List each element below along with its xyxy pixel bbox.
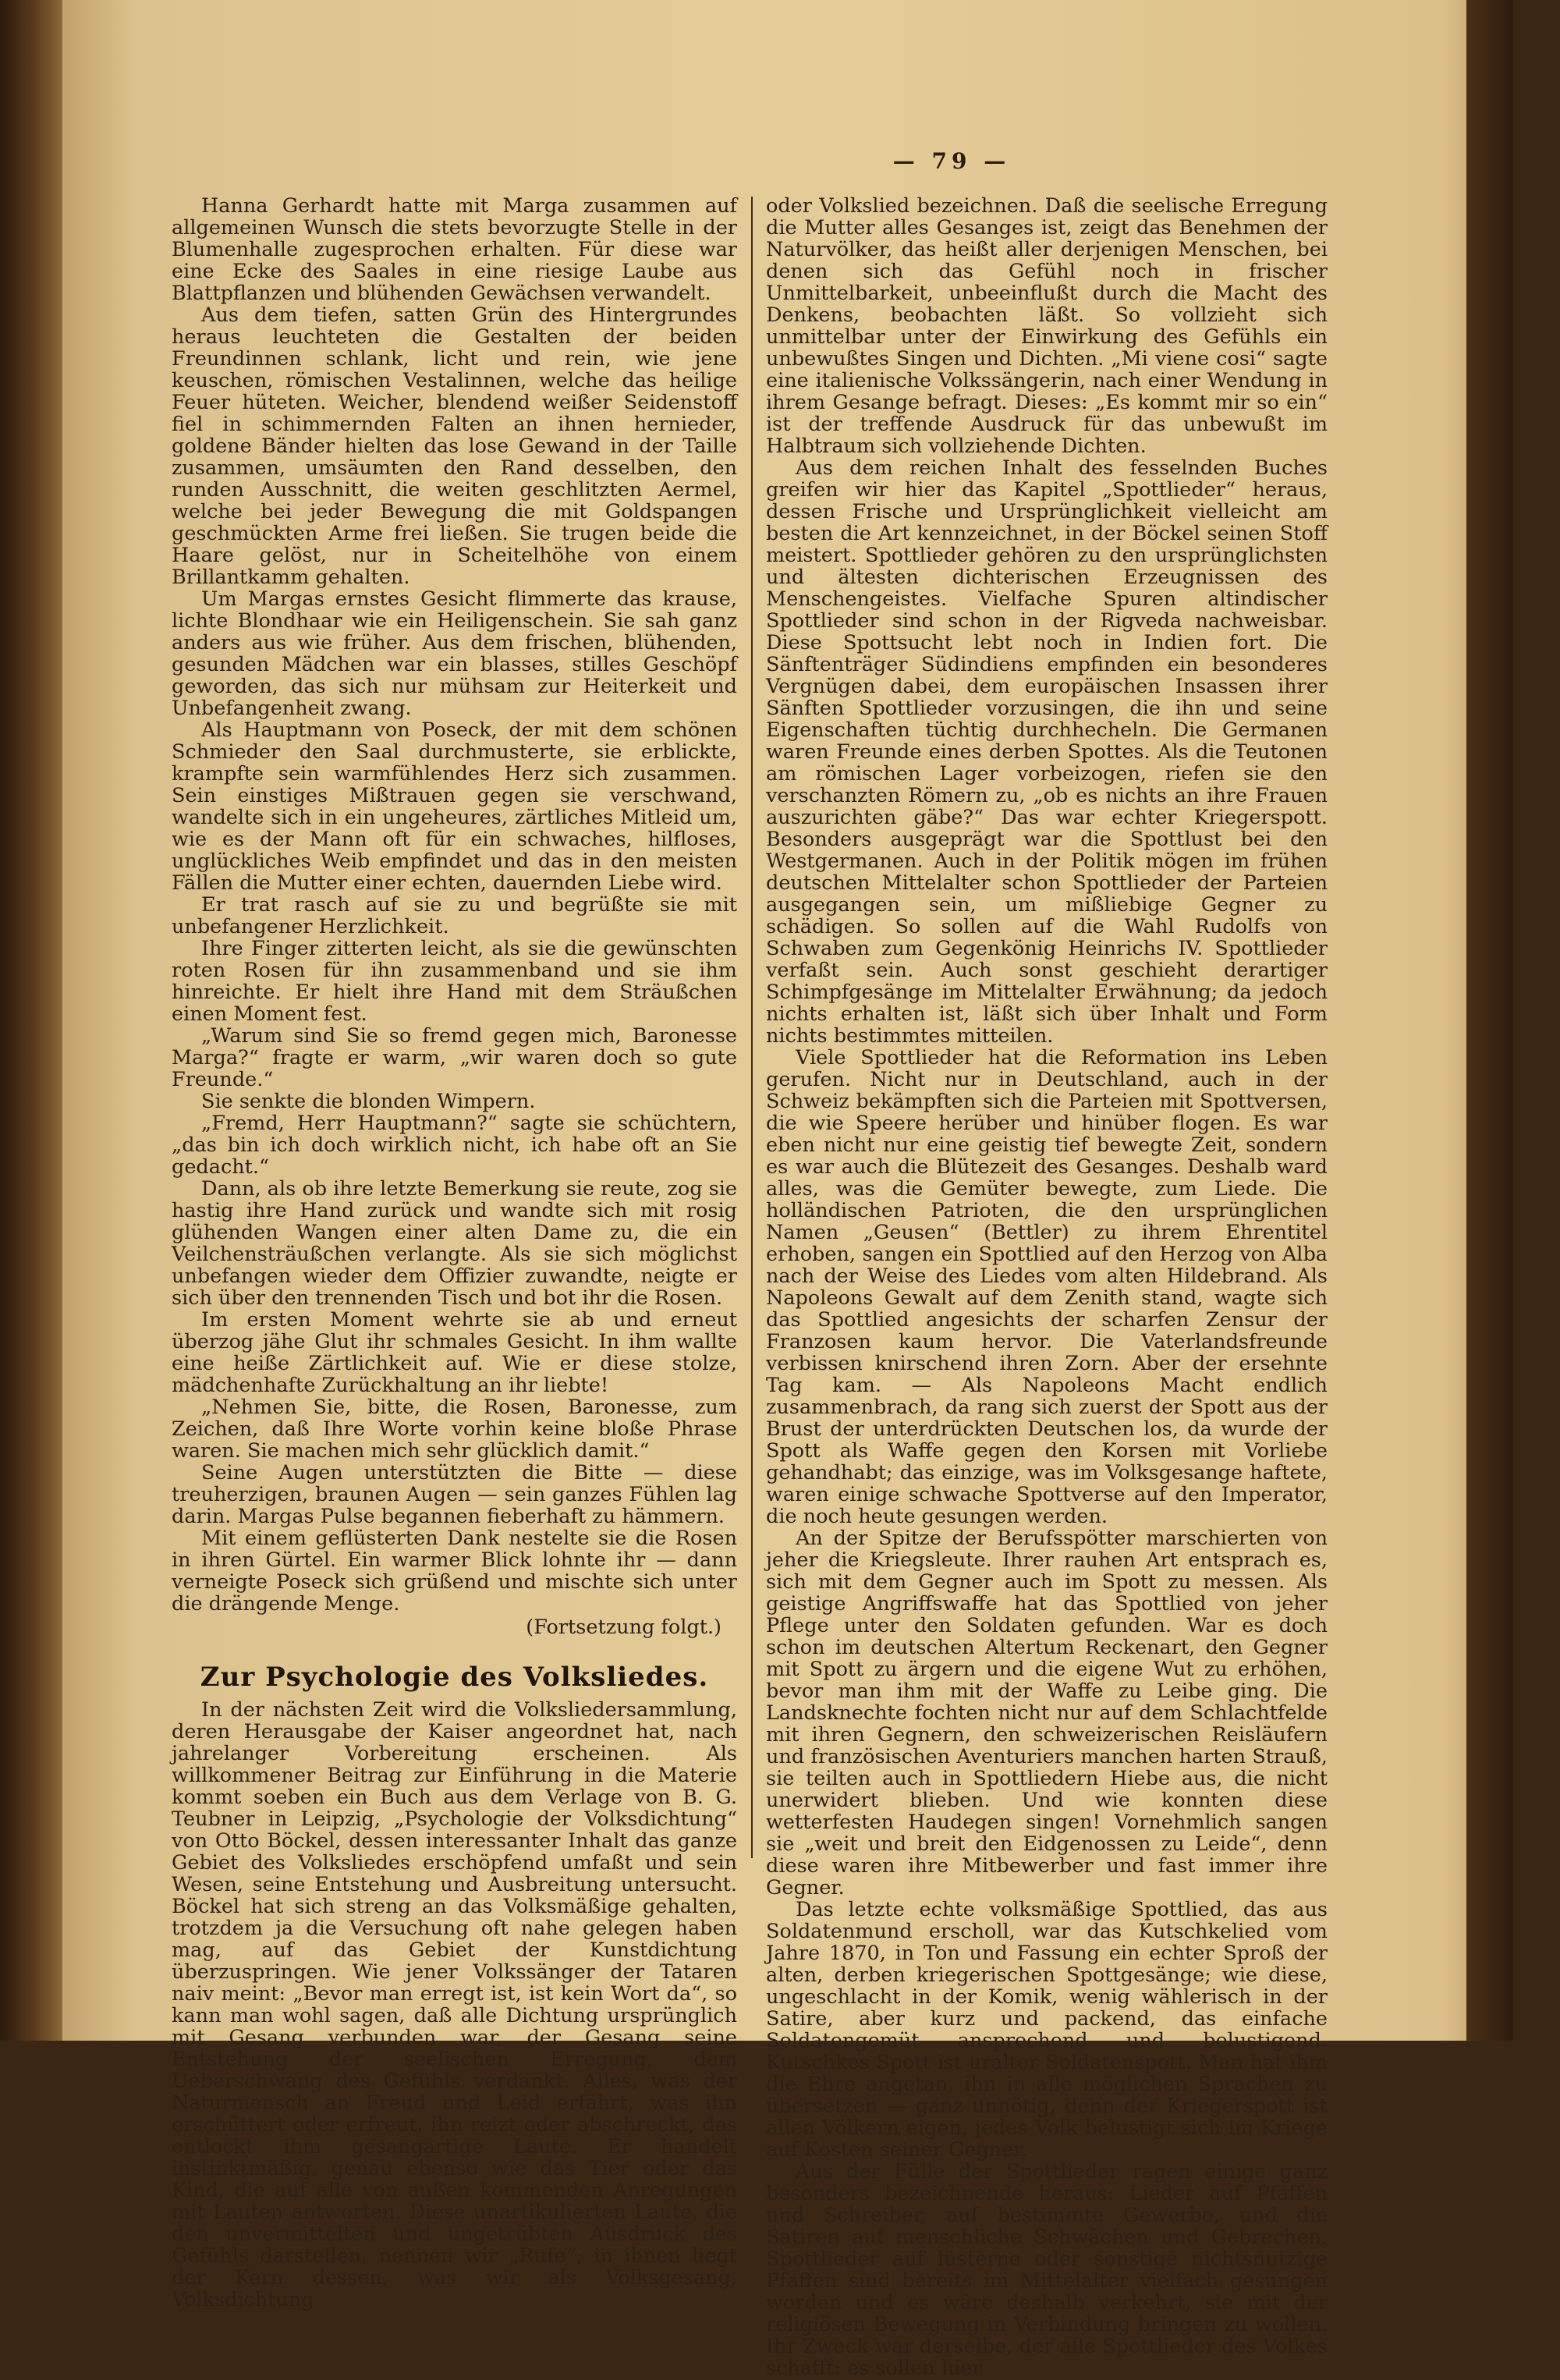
column-rule xyxy=(751,197,753,1858)
paragraph: Hanna Gerhardt hatte mit Marga zusammen auf allgemeinen Wunsch die stets bevorzugte Stelle in der Blumenhalle zugesprochen erhalten. Für diese war eine Ecke des Saales in eine riesige Laube aus Blattpflanzen und blühenden Gewächsen verwandelt. xyxy=(172,194,737,305)
paragraph: Im ersten Moment wehrte sie ab und erneut überzog jähe Glut ihr schmales Gesicht. In ihm wallte eine heiße Zärtlichkeit auf. Wie er diese stolze, mädchenhafte Zurückhaltung an ihr liebte! xyxy=(172,1308,737,1397)
paragraph: Dann, als ob ihre letzte Bemerkung sie reute, zog sie hastig ihre Hand zurück und wandte sich mit rosig glühenden Wangen einer alten Dame zu, die ein Veilchensträußchen verlangte. Als sie sich möglichst unbefangen wieder dem Offizier zuwandte, neigte er sich über den trennenden Tisch und bot ihr die Rosen. xyxy=(172,1177,737,1310)
paragraph: Mit einem geflüsterten Dank nestelte sie die Rosen in ihren Gürtel. Ein warmer Blick lohnte ihr — dann verneigte Poseck sich grüßend und mischte sich unter die drängende Menge. xyxy=(172,1527,737,1616)
article-heading: Zur Psychologie des Volksliedes. xyxy=(200,1662,709,1693)
page-number: — 79 — xyxy=(892,148,1011,174)
paragraph: Ihre Finger zitterten leicht, als sie die gewünschten roten Rosen für ihn zusammenband und sie ihm hinreichte. Er hielt ihre Hand mit dem Sträußchen einen Moment fest. xyxy=(172,937,737,1026)
paragraph: Seine Augen unterstützten die Bitte — diese treuherzigen, braunen Augen — sein ganzes Fühlen lag darin. Margas Pulse begannen fieberhaft zu hämmern. xyxy=(172,1461,737,1528)
paragraph: Aus dem tiefen, satten Grün des Hintergrundes heraus leuchteten die Gestalten der beiden Freundinnen schlank, licht und rein, wie jene keuschen, römischen Vestalinnen, welche das heilige Feuer hüteten. Weicher, blendend weißer Seidenstoff fiel in schimmernden Falten an ihnen hernieder, goldene Bänder hielten das lose Gewand in der Taille zusammen, umsäumten den Rand desselben, den runden Ausschnitt, die weiten geschlitzten Aermel, welche bei jeder Bewegung die mit Goldspangen geschmückten Arme frei ließen. Sie trugen beide die Haare gelöst, nur in Scheitelhöhe von einem Brillantkamm gehalten. xyxy=(172,303,737,589)
left-column xyxy=(172,195,737,2311)
continuation-note: (Fortsetzung folgt.) xyxy=(526,1616,722,1639)
paragraph: Sie senkte die blonden Wimpern. xyxy=(201,1090,536,1113)
paragraph: Er trat rasch auf sie zu und begrüßte sie mit unbefangener Herzlichkeit. xyxy=(172,893,737,938)
paragraph: „Fremd, Herr Hauptmann?“ sagte sie schüchtern, „das bin ich doch wirklich nicht, ich habe oft an Sie gedacht.“ xyxy=(172,1112,737,1179)
paragraph: An der Spitze der Berufsspötter marschierten von jeher die Kriegsleute. Ihrer rauhen Art entsprach es, sich mit dem Gegner auch im Spott zu messen. Als geistige Angriffswaffe hat das Spottlied von jeher Pflege unter den Soldaten gefunden. War es doch schon im deutschen Altertum Reckenart, den Gegner mit Spott zu ärgern und die eigene Wut zu erhöhen, bevor man ihm mit der Waffe zu Leibe ging. Die Landsknechte fochten nicht nur auf dem Schlachtfelde mit ihren Gegnern, den schweizerischen Reisläufern und französischen Aventuriers manchen harten Strauß, sie teilten auch in Spottliedern Hiebe aus, die nicht unerwidert blieben. Und wie konnten diese wetterfesten Haudegen singen! Vornehmlich sangen sie „weit und breit den Eidgenossen zu Leide“, denn diese waren ihre Mitbewerber und fast immer ihre Gegner. xyxy=(766,1527,1328,1899)
paragraph: Das letzte echte volksmäßige Spottlied, das aus Soldatenmund erscholl, war das Kutschkelied vom Jahre 1870, in Ton und Fassung ein echter Sproß der alten, derben kriegerischen Spottgesänge; wie diese, ungeschlacht in der Komik, wenig wählerisch in der Satire, aber kurz und packend, das einfache Soldatengemüt ansprechend und belustigend. Kutschkes Spott ist uralter Soldatenspott. Man hat ihm die Ehre angetan, ihn in alle möglichen Sprachen zu übersetzen — ganz unnötig, denn der Kriegerspott ist allen Völkern eigen, jedes Volk belustigt sich im Kriege auf Kosten seiner Gegner. xyxy=(766,1898,1328,2162)
paragraph: Aus dem reichen Inhalt des fesselnden Buches greifen wir hier das Kapitel „Spottlieder“ heraus, dessen Frische und Ursprünglichkeit vielleicht am besten die Art kennzeichnet, in der Böckel seinen Stoff meistert. Spottlieder gehören zu den ursprünglichsten und ältesten dichterischen Erzeugnissen des Menschengeistes. Vielfache Spuren altindischer Spottlieder sind schon in der Rigveda nachweisbar. Diese Spottsucht lebt noch in Indien fort. Die Sänftenträger Südindiens empfinden ein besonderes Vergnügen dabei, dem europäischen Insassen ihrer Sänften Spottlieder vorzusingen, die ihn und seine Eigenschaften tüchtig durchhecheln. Die Germanen waren Freunde eines derben Spottes. Als die Teutonen am römischen Lager vorbeizogen, riefen sie den verschanzten Römern zu, „ob es nichts an ihre Frauen auszurichten gäbe?“ Das war echter Kriegerspott. Besonders ausgeprägt war die Spottlust bei den Westgermanen. Auch in der Politik mögen im frühen deutschen Mittelalter schon Spottlieder der Parteien ausgegangen sein, um mißliebige Gegner zu schädigen. So sollen auf die Wahl Rudolfs von Schwaben zum Gegenkönig Heinrichs IV. Spottlieder verfaßt sein. Auch sonst geschieht derartiger Schimpfgesänge im Mittelalter Erwähnung; da jedoch nichts erhalten ist, läßt sich über Inhalt und Form nichts bestimmtes mitteilen. xyxy=(766,456,1328,1048)
right-column xyxy=(766,195,1328,2379)
paragraph: In der nächsten Zeit wird die Volksliedersammlung, deren Herausgabe der Kaiser angeordnet hat, nach jahrelanger Vorbereitung erscheinen. Als willkommener Beitrag zur Einführung in die Materie kommt soeben ein Buch aus dem Verlage von B. G. Teubner in Leipzig, „Psychologie der Volksdichtung“ von Otto Böckel, dessen interessanter Inhalt das ganze Gebiet des Volksliedes erschöpfend umfaßt und sein Wesen, seine Entstehung und Ausbreitung untersucht. Böckel hat sich streng an das Volksmäßige gehalten, trotzdem ja die Versuchung oft nahe gelegen haben mag, auf das Gebiet der Kunstdichtung überzuspringen. Wie jener Volkssänger der Tataren naiv meint: „Bevor man erregt ist, ist kein Wort da“, so kann man wohl sagen, daß alle Dichtung ursprünglich mit Gesang verbunden war, der Gesang seine Entstehung der seelischen Erregung, dem Ueberschwang des Gefühls verdankt. Alles, was der Naturmensch an Freud und Leid erfährt, was ihn erschüttert oder erfreut, ihn reizt oder abschreckt, das entlockt ihm gesangartige Laute. Er handelt instinktmäßig, genau ebenso wie das Tier oder das Kind, die auf alle von außen kommenden Anregungen mit Lauten antworten. Diese unartikulierten Laute, die den unvermittelten und ungetrübten Ausdruck des Gefühls darstellen, nennen wir „Rufe“; in ihnen liegt der Kern dessen, was wir als Volksgesang, Volksdichtung xyxy=(172,1698,737,2311)
paragraph: Als Hauptmann von Poseck, der mit dem schönen Schmieder den Saal durchmusterte, sie erblickte, krampfte sein warmfühlendes Herz sich zusammen. Sein einstiges Mißtrauen gegen sie verschwand, wandelte sich in ein ungeheures, zärtliches Mitleid um, wie es der Mann oft für ein schwaches, hilfloses, unglückliches Weib empfindet und das in den meisten Fällen die Mutter einer echten, dauernden Liebe wird. xyxy=(172,718,737,895)
paragraph: Aus der Fülle der Spottlieder ragen einige ganz besonders bezeichnende heraus: Lieder auf Pfaffen und Schreiber, auf bestimmte Gewerbe, und die Satiren auf menschliche Schwächen und Gebrechen. Spottlieder auf lüsterne oder sonstige nichtsnutzige Pfaffen sind bereits im Mittelalter vielfach gesungen worden und es wäre deshalb verkehrt, sie mit der religiösen Bewegung in Verbindung bringen zu wollen. Ihr Zweck war derselbe, der alle Spottlieder des Volkes schafft: es sollen hier xyxy=(766,2160,1328,2380)
page-edge xyxy=(1466,0,1513,2041)
paragraph: „Warum sind Sie so fremd gegen mich, Baronesse Marga?“ fragte er warm, „wir waren doch so gute Freunde.“ xyxy=(172,1024,737,1091)
book-binding xyxy=(0,0,62,2041)
paragraph: Um Margas ernstes Gesicht flimmerte das krause, lichte Blondhaar wie ein Heiligenschein. Sie sah ganz anders aus wie früher. Aus dem frischen, blühenden, gesunden Mädchen war ein blasses, stilles Geschöpf geworden, das sich nur mühsam zur Heiterkeit und Unbefangenheit zwang. xyxy=(172,587,737,720)
paragraph: Viele Spottlieder hat die Reformation ins Leben gerufen. Nicht nur in Deutschland, auch in der Schweiz bekämpften sich die Parteien mit Spottversen, die wie Speere herüber und hinüber flogen. Es war eben nicht nur eine geistig tief bewegte Zeit, sondern es war auch die Blütezeit des Gesanges. Deshalb ward alles, was die Gemüter bewegte, zum Liede. Die holländischen Patrioten, die den ursprünglichen Namen „Geusen“ (Bettler) zu ihrem Ehrentitel erhoben, sangen ein Spottlied auf den Herzog von Alba nach der Weise des Liedes vom alten Hildebrand. Als Napoleons Gewalt auf dem Zenith stand, wagte sich das Spottlied angesichts der scharfen Zensur der Franzosen kaum hervor. Die Vaterlandsfreunde verbissen knirschend ihren Zorn. Aber der ersehnte Tag kam. — Als Napoleons Macht endlich zusammenbrach, da rang sich zuerst der Spott aus der Brust der unterdrückten Deutschen los, da wurde der Spott als Waffe gegen den Korsen mit Vorliebe gehandhabt; das einzige, was im Volksgesange haftete, waren einige schwache Spottverse auf den Imperator, die noch heute gesungen werden. xyxy=(766,1046,1328,1528)
paragraph: „Nehmen Sie, bitte, die Rosen, Baronesse, zum Zeichen, daß Ihre Worte vorhin keine bloße Phrase waren. Sie machen mich sehr glücklich damit.“ xyxy=(172,1396,737,1463)
paragraph: oder Volkslied bezeichnen. Daß die seelische Erregung die Mutter alles Gesanges ist, zeigt das Benehmen der Naturvölker, das heißt aller derjenigen Menschen, bei denen sich das Gefühl noch in frischer Unmittelbarkeit, unbeeinflußt durch die Macht des Denkens, beobachten läßt. So vollzieht sich unmittelbar unter der Einwirkung des Gefühls ein unbewußtes Singen und Dichten. „Mi viene cosi“ sagte eine italienische Volkssängerin, nach einer Wendung in ihrem Gesange befragt. Dieses: „Es kommt mir so ein“ ist der treffende Ausdruck für das unbewußt im Halbtraum sich vollziehende Dichten. xyxy=(766,194,1328,458)
